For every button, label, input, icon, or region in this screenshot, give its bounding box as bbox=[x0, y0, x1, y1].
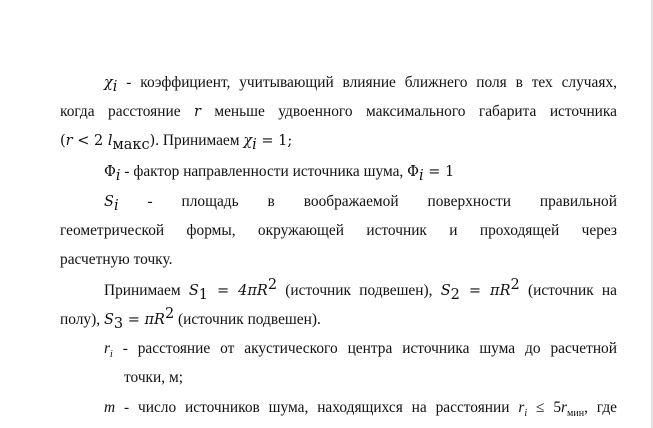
paragraph-areas-line-2 bbox=[60, 305, 617, 333]
paragraph-chi-line-3 bbox=[60, 131, 617, 154]
text-segment: правильной bbox=[539, 193, 617, 210]
text-segment: в bbox=[267, 193, 275, 210]
r-symbol: r bbox=[65, 133, 73, 149]
s1-exponent: 2 bbox=[267, 276, 278, 293]
math-operator: ≤ 5 bbox=[527, 399, 562, 416]
s3-subscript: 3 bbox=[113, 316, 124, 333]
l-subscript: макс bbox=[112, 137, 150, 154]
rmin-symbol: r bbox=[561, 399, 568, 416]
paragraph-chi-line-1 bbox=[104, 73, 617, 96]
text-segment: воображаемой bbox=[303, 193, 399, 210]
math-equation: = 1 bbox=[423, 164, 455, 180]
m-symbol: m bbox=[104, 399, 116, 416]
ri-subscript: i bbox=[524, 408, 528, 420]
math-paren: ) bbox=[149, 133, 156, 149]
text-segment: - число источников шума, находящихся на расстоянии bbox=[115, 399, 519, 416]
phi-subscript: i bbox=[115, 168, 121, 185]
rmin-subscript: мин bbox=[567, 408, 585, 420]
paragraph-ri-line-1 bbox=[104, 339, 617, 359]
ri-symbol: r bbox=[518, 399, 525, 416]
chi-definition: - коэффициент, учитывающий влияние ближнего поля в тех случаях, bbox=[117, 74, 617, 91]
s1-formula: = 4πR bbox=[207, 283, 268, 299]
s2-formula: = πR bbox=[459, 283, 511, 299]
text-segment: (источник подвешен), bbox=[277, 282, 441, 299]
text-segment: меньше удвоенного максимального габарита источника bbox=[200, 103, 617, 120]
chi-subscript: i bbox=[252, 137, 257, 154]
text-segment: (источник подвешен). bbox=[174, 311, 321, 328]
paragraph-phi bbox=[104, 162, 617, 185]
paragraph-s-line-2: геометрической формы, окружающей источник и проходящей через bbox=[60, 222, 617, 239]
text-segment: полу), bbox=[60, 311, 104, 328]
math-equation: = 1; bbox=[256, 133, 293, 149]
chi-symbol: χ bbox=[104, 75, 113, 91]
s3-symbol: S bbox=[103, 312, 114, 328]
paragraph-s-line-1 bbox=[104, 192, 617, 215]
math-operator: < 2 bbox=[72, 133, 108, 149]
paragraph-s-line-3: расчетную точку. bbox=[60, 251, 173, 268]
paragraph-chi-line-2 bbox=[60, 102, 617, 122]
r-symbol: r bbox=[193, 104, 201, 120]
text-segment: (источник на bbox=[519, 282, 617, 299]
s3-formula: = πR bbox=[123, 312, 165, 328]
s3-exponent: 2 bbox=[164, 305, 175, 322]
math-paren: ( bbox=[60, 133, 66, 149]
ri-symbol: r bbox=[104, 340, 110, 357]
s2-subscript: 2 bbox=[450, 287, 460, 304]
s2-symbol: S bbox=[440, 283, 451, 299]
s-symbol: S bbox=[104, 194, 114, 210]
s-subscript: i bbox=[113, 198, 119, 215]
phi-definition: - фактор направленности источника шума, bbox=[120, 163, 408, 180]
ri-subscript: i bbox=[110, 349, 113, 361]
chi-subscript: i bbox=[112, 79, 118, 96]
s1-subscript: 1 bbox=[198, 287, 208, 304]
text-segment: , где bbox=[584, 399, 618, 416]
ri-definition: - расстояние от акустического центра источника шума до расчетной bbox=[112, 340, 617, 357]
paragraph-m-line-1 bbox=[104, 398, 617, 418]
text-segment: площадь bbox=[181, 193, 239, 210]
paragraph-ri-line-2: точки, м; bbox=[124, 369, 183, 386]
phi-symbol: Φ bbox=[104, 164, 116, 180]
s1-symbol: S bbox=[188, 283, 199, 299]
text-segment: поверхности bbox=[427, 193, 511, 210]
chi-symbol: χ bbox=[243, 133, 253, 149]
s2-exponent: 2 bbox=[510, 276, 520, 293]
phi-subscript: i bbox=[419, 168, 424, 185]
l-symbol: l bbox=[107, 133, 113, 149]
paragraph-areas-line-1 bbox=[104, 276, 617, 304]
text-segment: Принимаем bbox=[104, 282, 189, 299]
text-segment: когда расстояние bbox=[60, 103, 194, 120]
text-segment: - bbox=[147, 193, 153, 210]
phi-symbol: Φ bbox=[407, 164, 420, 180]
text-segment: . Принимаем bbox=[155, 132, 244, 149]
